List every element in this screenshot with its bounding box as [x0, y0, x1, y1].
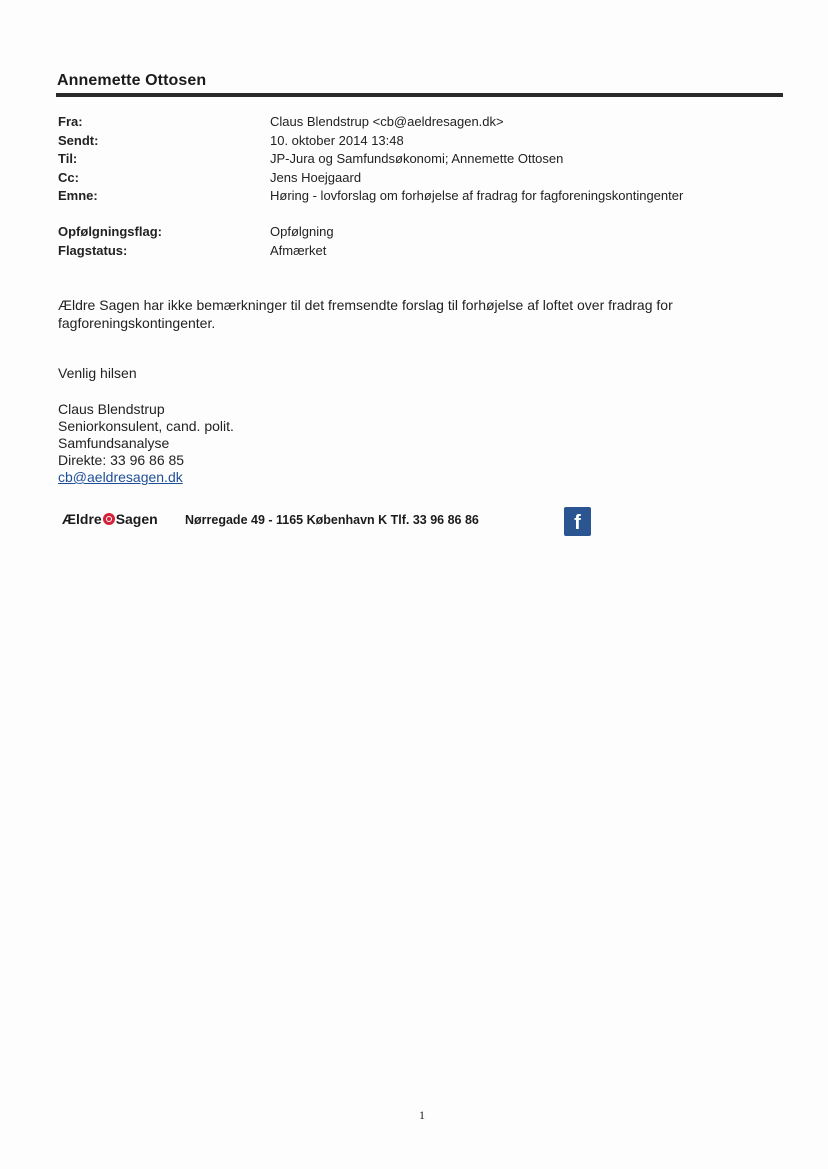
flag-value-followup: Opfølgning [270, 224, 334, 239]
header-label-sent: Sendt: [58, 132, 99, 148]
header-label-to: Til: [58, 151, 78, 166]
flag-table [58, 223, 778, 260]
flag-value-status: Afmærket [270, 242, 327, 258]
header-label-from: Fra: [58, 114, 83, 129]
header-label-cc: Cc: [58, 169, 79, 185]
signature-title: Seniorkonsulent, cand. polit. [58, 418, 234, 434]
facebook-icon[interactable]: f [564, 507, 591, 536]
email-header-table [58, 113, 778, 206]
signature-direct-phone: Direkte: 33 96 86 85 [58, 452, 185, 468]
footer-address: Nørregade 49 - 1165 København K Tlf. 33 96 86 86 [185, 513, 479, 527]
flag-label-status: Flagstatus: [58, 242, 128, 258]
header-value-from: Claus Blendstrup <cb@aeldresagen.dk> [270, 114, 504, 129]
header-row-subject [58, 187, 778, 206]
message-body: Ældre Sagen har ikke bemærkninger til det fremsendte forslag til forhøjelse af loftet over fradrag for fagforeningskontingenter. [58, 297, 673, 331]
flag-row-status [58, 242, 778, 261]
logo-text-left: Ældre [62, 511, 102, 527]
header-value-sent: 10. oktober 2014 13:48 [270, 132, 404, 148]
header-value-subject: Høring - lovforslag om forhøjelse af fradrag for fagforeningskontingenter [270, 188, 684, 203]
sender-name-heading: Annemette Ottosen [57, 72, 207, 89]
header-value-to: JP-Jura og Samfundsøkonomi; Annemette Ottosen [270, 151, 564, 166]
signature-name: Claus Blendstrup [58, 401, 165, 417]
flag-row-followup [58, 223, 778, 242]
header-label-subject: Emne: [58, 188, 98, 203]
signature-email-link[interactable]: cb@aeldresagen.dk [58, 469, 183, 485]
flag-label-followup: Opfølgningsflag: [58, 224, 162, 239]
signature-block [58, 401, 234, 486]
header-row-from [58, 113, 778, 132]
aeldre-sagen-logo [62, 511, 158, 527]
logo-mark-icon [103, 513, 115, 525]
header-value-cc: Jens Hoejgaard [270, 169, 362, 185]
organization-footer [62, 507, 602, 537]
header-row-sent [58, 132, 778, 151]
header-row-to [58, 150, 778, 169]
signature-department: Samfundsanalyse [58, 435, 170, 451]
header-row-cc [58, 169, 778, 188]
logo-text-right: Sagen [115, 511, 158, 527]
greeting: Venlig hilsen [58, 365, 137, 381]
heading-rule [56, 93, 783, 97]
page-number: 1 [419, 1108, 425, 1122]
